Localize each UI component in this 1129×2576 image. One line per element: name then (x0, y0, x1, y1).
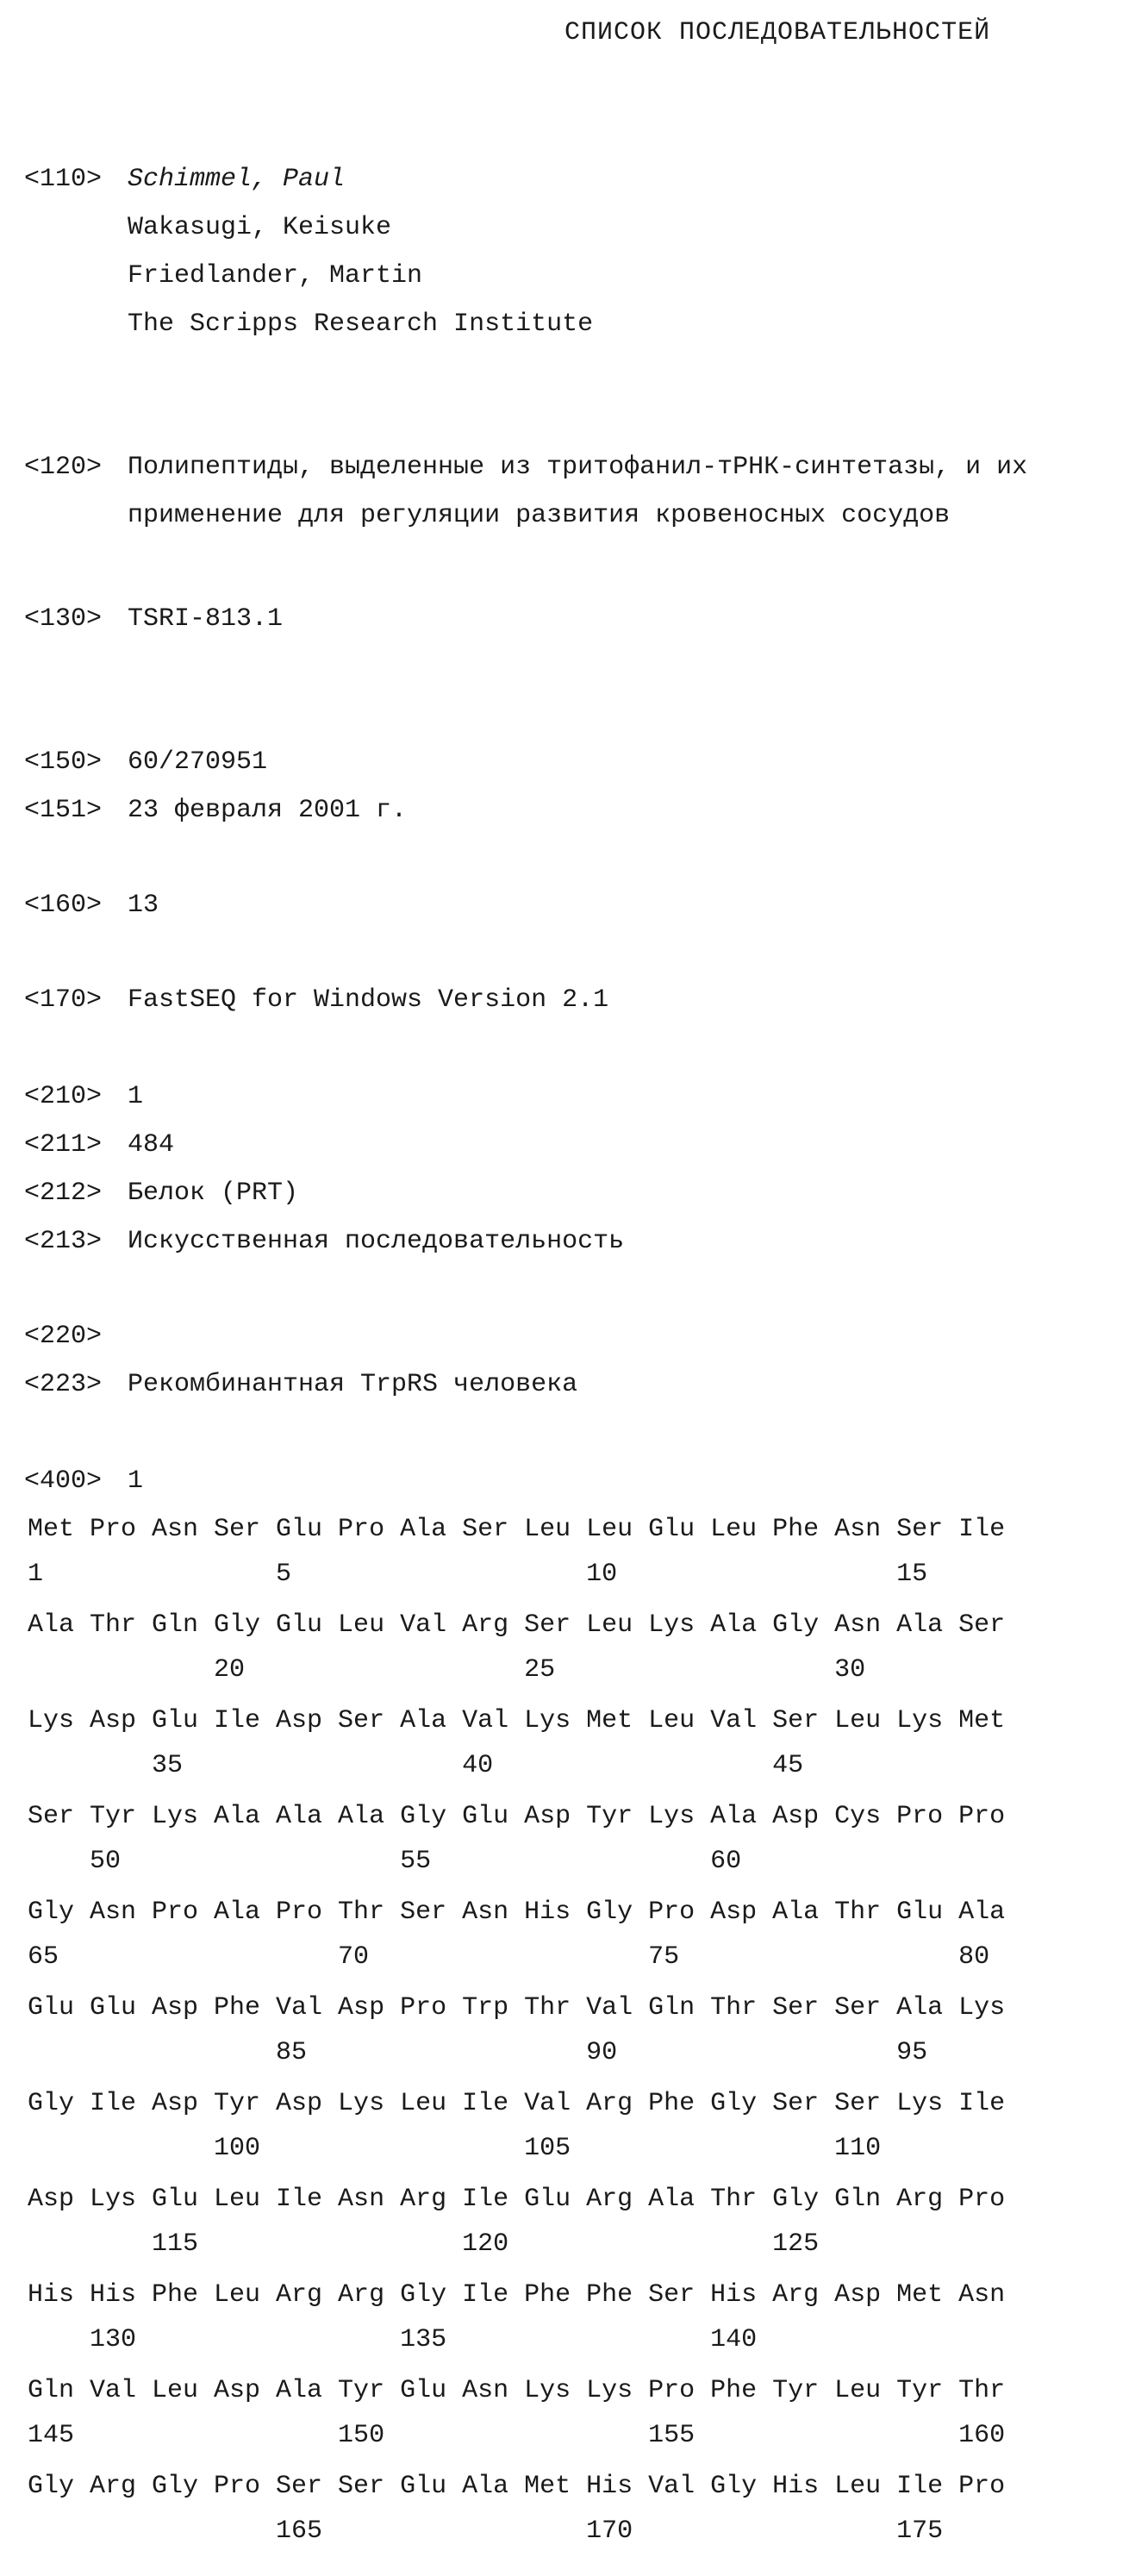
field-151-tag: <151> (24, 796, 103, 825)
field-223-tag: <223> (24, 1370, 103, 1399)
sequence-position-numbers: 20 25 30 (28, 1655, 866, 1685)
field-170-tag: <170> (24, 985, 103, 1015)
field-110-tag: <110> (24, 165, 103, 194)
sequence-residue-row: Asp Lys Glu Leu Ile Asn Arg Ile Glu Arg Ala Thr Gly Gln Arg Pro (28, 2185, 1006, 2214)
sequence-residue-row: Lys Asp Glu Ile Asp Ser Ala Val Lys Met Leu Val Ser Leu Lys Met (28, 1706, 1006, 1735)
field-160-tag: <160> (24, 891, 103, 920)
field-212-tag: <212> (24, 1179, 103, 1208)
number-of-sequences: 13 (128, 891, 159, 920)
sequence-position-numbers: 1 5 10 15 (28, 1560, 928, 1589)
invention-title: Полипептиды, выделенные из тритофанил-тРНК-синтетазы, и их (128, 453, 1028, 482)
file-reference: TSRI-813.1 (128, 604, 284, 634)
field-400-tag: <400> (24, 1466, 103, 1496)
applicant-name: Friedlander, Martin (128, 261, 423, 291)
applicant-name: Schimmel, Paul (128, 165, 346, 194)
sequence-position-numbers: 50 55 60 (28, 1847, 742, 1876)
sequence-length: 484 (128, 1130, 175, 1160)
feature-description: Рекомбинантная TrpRS человека (128, 1370, 578, 1399)
invention-title: применение для регуляции развития кровеносных сосудов (128, 501, 951, 530)
sequence-position-numbers: 65 70 75 80 (28, 1942, 990, 1972)
software: FastSEQ for Windows Version 2.1 (128, 985, 609, 1015)
sequence-residue-row: Glu Glu Asp Phe Val Asp Pro Trp Thr Val Gln Thr Ser Ser Ala Lys (28, 1993, 1006, 2023)
sequence-position-numbers: 85 90 95 (28, 2038, 928, 2067)
prior-filing-date: 23 февраля 2001 г. (128, 796, 408, 825)
field-213-tag: <213> (24, 1227, 103, 1256)
sequence-number: 1 (128, 1466, 144, 1496)
sequence-residue-row: Gly Asn Pro Ala Pro Thr Ser Asn His Gly Pro Asp Ala Thr Glu Ala (28, 1898, 1006, 1927)
sequence-residue-row: Ser Tyr Lys Ala Ala Ala Gly Glu Asp Tyr Lys Ala Asp Cys Pro Pro (28, 1802, 1006, 1831)
sequence-position-numbers: 165 170 175 (28, 2517, 944, 2546)
sequence-residue-row: Ala Thr Gln Gly Glu Leu Val Arg Ser Leu Lys Ala Gly Asn Ala Ser (28, 1610, 1006, 1640)
sequence-residue-row: Met Pro Asn Ser Glu Pro Ala Ser Leu Leu Glu Leu Phe Asn Ser Ile (28, 1515, 1006, 1544)
prior-application-number: 60/270951 (128, 747, 268, 777)
sequence-residue-row: Gln Val Leu Asp Ala Tyr Glu Asn Lys Lys Pro Phe Tyr Leu Tyr Thr (28, 2376, 1006, 2405)
field-210-tag: <210> (24, 1082, 103, 1111)
field-130-tag: <130> (24, 604, 103, 634)
field-220-tag: <220> (24, 1322, 103, 1351)
sequence-position-numbers: 115 120 125 (28, 2229, 820, 2259)
sequence-residue-row: Gly Ile Asp Tyr Asp Lys Leu Ile Val Arg Phe Gly Ser Ser Lys Ile (28, 2089, 1006, 2118)
sequence-position-numbers: 130 135 140 (28, 2325, 758, 2354)
organism: Искусственная последовательность (128, 1227, 625, 1256)
sequence-position-numbers: 145 150 155 160 (28, 2421, 1006, 2450)
sequence-position-numbers: 35 40 45 (28, 1751, 804, 1780)
sequence-residue-row: Gly Arg Gly Pro Ser Ser Glu Ala Met His Val Gly His Leu Ile Pro (28, 2472, 1006, 2501)
document-title: СПИСОК ПОСЛЕДОВАТЕЛЬНОСТЕЙ (564, 18, 991, 47)
sequence-type: Белок (PRT) (128, 1179, 299, 1208)
field-150-tag: <150> (24, 747, 103, 777)
sequence-residue-row: His His Phe Leu Arg Arg Gly Ile Phe Phe Ser His Arg Asp Met Asn (28, 2280, 1006, 2310)
sequence-position-numbers: 100 105 110 (28, 2134, 882, 2163)
field-120-tag: <120> (24, 453, 103, 482)
field-211-tag: <211> (24, 1130, 103, 1160)
applicant-institute: The Scripps Research Institute (128, 309, 594, 339)
sequence-id: 1 (128, 1082, 144, 1111)
applicant-name: Wakasugi, Keisuke (128, 213, 392, 242)
